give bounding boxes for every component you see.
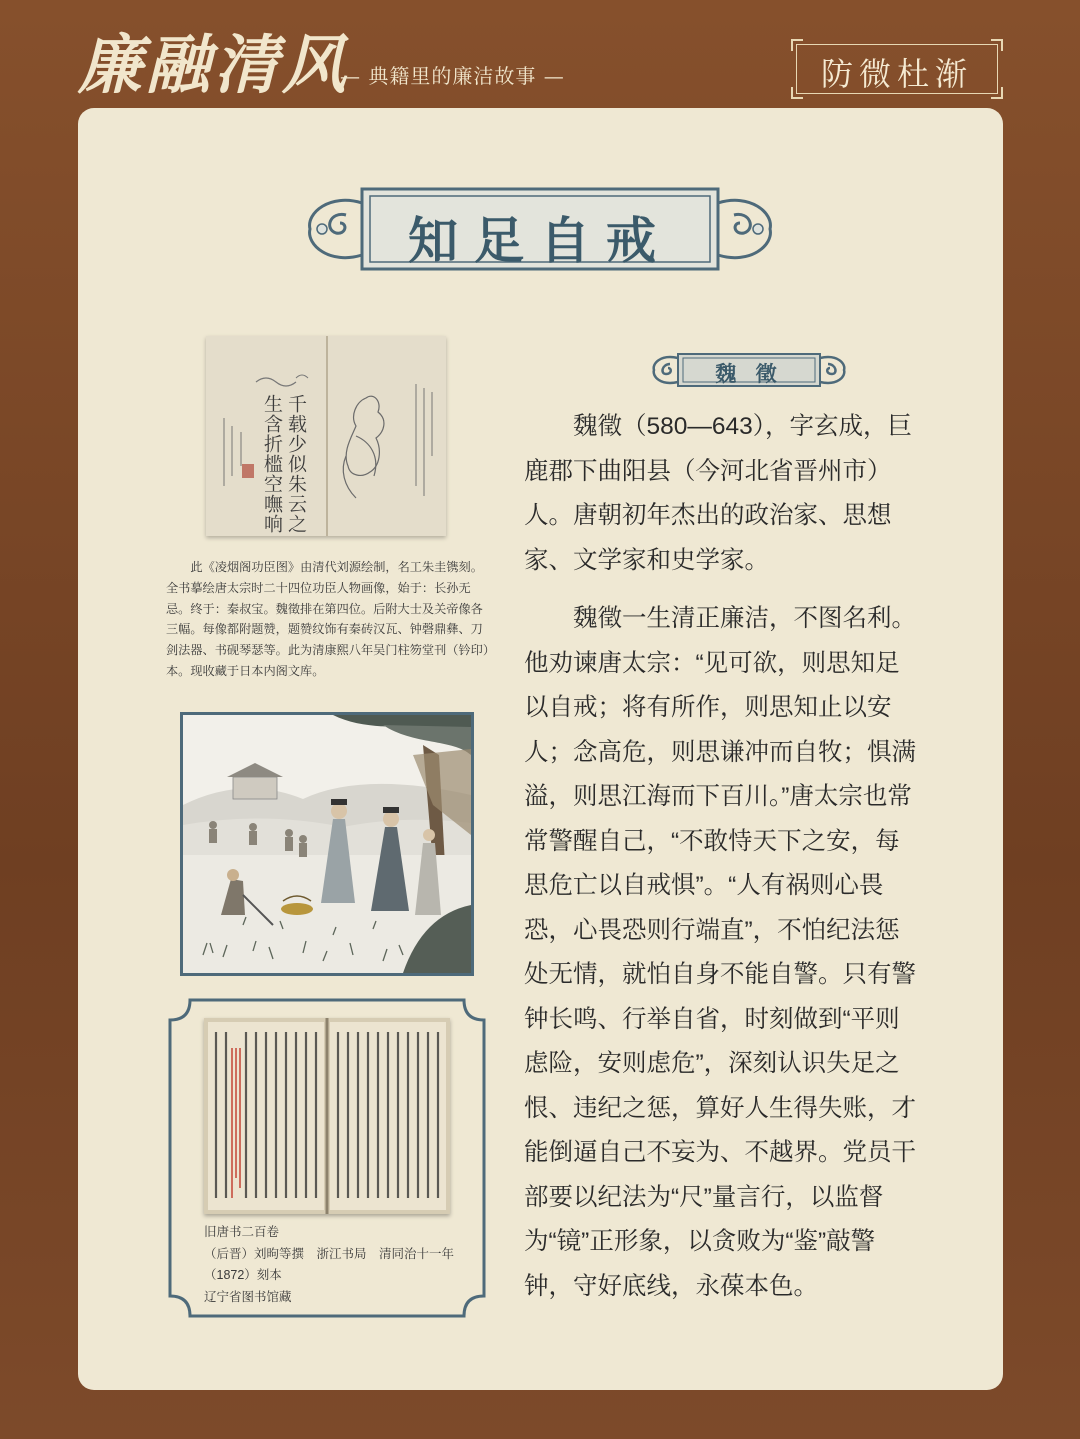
book2-pages [204,1018,450,1214]
header-subtitle: — 典籍里的廉洁故事 — [340,64,565,88]
book-illustration-jiutangshu [204,1018,450,1214]
article-body [524,405,916,1323]
page-title: 知足自戒 [408,212,672,270]
book2-caption-line3: （1872）刻本 [204,1268,282,1282]
book2-caption [204,1222,474,1308]
book2-caption-line2: （后晋）刘昫等撰 浙江书局 清同治十一年 [204,1246,455,1261]
book1-inscription-line2: 生含折槛空嘸响 [261,394,283,534]
painting-scene [183,715,471,973]
paragraph-intro: 魏徵（580—643），字玄成，巨鹿郡下曲阳县（今河北省晋州市）人。唐朝初年杰出的政治家、思想家、文学家和史学家。 [524,413,913,574]
book-page-decoration [206,336,446,536]
paragraph-story: 魏徵一生清正廉洁，不图名利。他劝谏唐太宗：“见可欲，则思知足以自戒；将有所作，则思知止以安人；念高危，则思谦冲而自牧；惧满溢，则思江海而下百川。”唐太宗也常常警醒自己，“不敢恃天下之安，每思危亡以自戒惧”。“人有祸则心畏恐，心畏恐则行端直”，不怕纪法惩处无情，就怕自身不能自警。只有警钟长鸣、行举自省，时刻做到“平则虑险，安则虑危”，深刻认识失足之恨、违纪之惩，算好人生得失账，才能倒逼自己不妄为、不越界。党员干部要以纪法为“尺”量言行，以监督为“镜”正形象，以贪败为“鉴”敲警钟，守好底线，永葆本色。 [524,605,916,1300]
series-title: 防微杜渐 [820,55,973,93]
book1-inscription-line1: 千载少似朱云之 [285,394,307,534]
logo-calligraphy: 廉融清风 [78,28,350,103]
name-plaque [650,350,848,390]
series-title-box [796,44,998,94]
book2-caption-line1: 旧唐书二百卷 [204,1225,280,1239]
book1-caption: 此《凌烟阁功臣图》由清代刘源绘制，名工朱圭镌刻。全书摹绘唐太宗时二十四位功臣人物画像，始于：长孙无忌。终于：秦叔宝。魏徵排在第四位。后附大士及关帝像各三幅。每像都附题赞，题赞纹饰有秦砖汉瓦、钟磬鼎彝、刀剑法器、书砚琴瑟等。此为清康熙八年吴门柱笏堂刊（钤印）本。现收藏于日本内阁文库。 [166,560,489,678]
ink-painting-illustration [180,712,474,976]
title-plaque [300,183,780,275]
book2-caption-line4: 辽宁省图书馆藏 [204,1289,292,1304]
book-illustration-lingyange [206,336,446,536]
person-name: 魏 徵 [715,361,783,386]
